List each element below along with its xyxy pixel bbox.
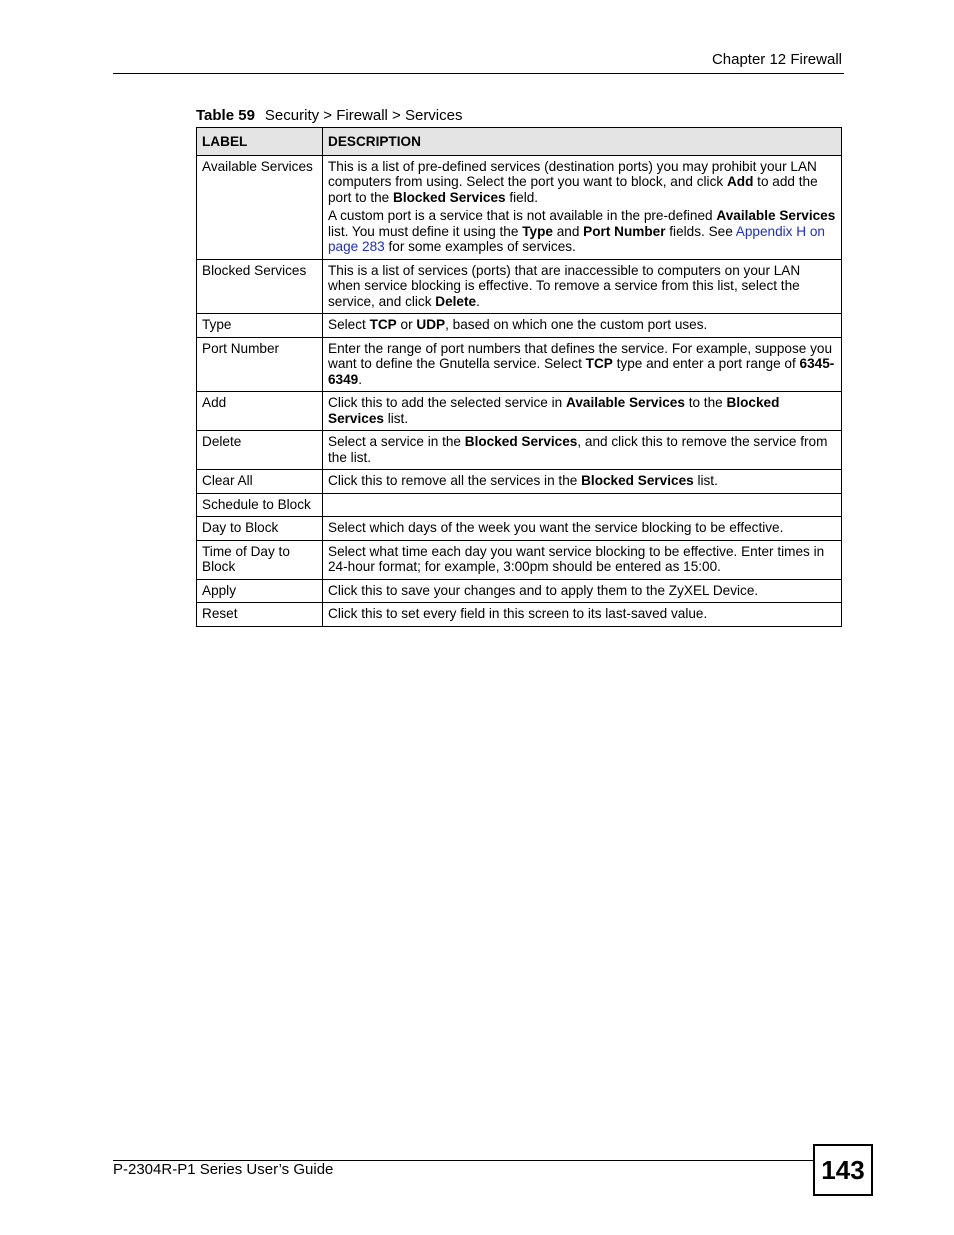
description-text: Click this to remove all the services in the: [328, 473, 582, 488]
chapter-header: Chapter 12 Firewall: [711, 51, 842, 68]
table-title: Security > Firewall > Services: [264, 107, 463, 124]
description-text: list.: [383, 410, 409, 426]
row-description: [323, 155, 842, 259]
table-row: [197, 259, 842, 314]
table-row: [197, 540, 842, 579]
page-number: 143: [813, 1144, 873, 1196]
row-label: Delete: [197, 431, 323, 470]
description-text: This is a list of services (ports) that are inaccessible to computers on your LAN when service blocking is effective. To remove a service from this list, select the service, and click: [328, 262, 801, 309]
row-label: Available Services: [197, 155, 323, 259]
row-label: Add: [197, 392, 323, 431]
description-text: A custom port is a service that is not available in the pre-defined: [328, 208, 717, 223]
description-paragraph: [328, 263, 836, 310]
row-description: [323, 540, 842, 579]
description-text: .: [476, 293, 480, 309]
bold-term: 6345-6349: [328, 356, 835, 387]
row-label: Reset: [197, 603, 323, 627]
table-row: [197, 155, 842, 259]
description-text: Click this to save your changes and to apply them to the ZyXEL Device.: [328, 582, 759, 598]
row-description: [323, 392, 842, 431]
table-row: [197, 431, 842, 470]
description-text: to add the port to the: [328, 174, 818, 205]
description-paragraph: [328, 159, 836, 206]
guide-title: P-2304R-P1 Series User’s Guide: [113, 1161, 334, 1178]
description-text: Enter the range of port numbers that defines the service. For example, suppose you want to define the Gnutella service. Select: [328, 340, 833, 371]
bold-term: Available Services: [716, 208, 836, 223]
bold-term: Available Services: [566, 395, 685, 410]
row-description: [323, 517, 842, 541]
description-paragraph: [328, 520, 836, 536]
description-text: for some examples of services.: [384, 239, 576, 254]
description-text: , based on which one the custom port uses.: [445, 317, 708, 332]
description-paragraph: [328, 395, 836, 426]
table-row: [197, 392, 842, 431]
bold-term: Blocked Services: [464, 434, 578, 449]
row-description: [323, 603, 842, 627]
label-column-header: LABEL: [197, 128, 323, 156]
description-paragraph: [328, 583, 836, 599]
description-text: Click this to add the selected service in: [328, 395, 567, 410]
table-row: [197, 603, 842, 627]
bold-term: Blocked Services: [393, 189, 506, 205]
description-paragraph: [328, 208, 836, 255]
description-text: to the: [684, 395, 727, 410]
table-row: [197, 493, 842, 517]
bold-term: Add: [726, 174, 754, 189]
bold-term: Type: [522, 223, 553, 239]
bold-term: UDP: [416, 317, 446, 332]
row-description: [323, 470, 842, 494]
description-text: or: [396, 317, 417, 332]
header-divider: [113, 73, 844, 74]
row-description: [323, 431, 842, 470]
description-paragraph: [328, 341, 836, 388]
row-label: Type: [197, 314, 323, 338]
services-table: [196, 127, 842, 627]
row-label: Time of Day to Block: [197, 540, 323, 579]
bold-term: TCP: [369, 317, 397, 332]
table-number: Table 59: [196, 107, 255, 124]
row-label: Port Number: [197, 337, 323, 392]
description-text: Select a service in the: [328, 434, 465, 449]
bold-term: Blocked Services: [581, 473, 694, 488]
row-label: Schedule to Block: [197, 493, 323, 517]
description-text: field.: [505, 189, 539, 205]
table-row: [197, 517, 842, 541]
description-text: Select which days of the week you want the service blocking to be effective.: [328, 520, 784, 535]
description-text: This is a list of pre-defined services (destination ports) you may prohibit your LAN computers from using. Select the port you want to block, and click: [328, 158, 817, 189]
description-text: and: [552, 223, 584, 239]
row-description: [323, 314, 842, 338]
description-paragraph: [328, 317, 836, 333]
table-row: [197, 314, 842, 338]
table-row: [197, 470, 842, 494]
description-text: fields. See: [665, 223, 736, 239]
table-body: [197, 155, 842, 626]
table-row: [197, 579, 842, 603]
description-paragraph: [328, 473, 836, 489]
description-text: type and enter a port range of: [612, 356, 800, 371]
row-label: Apply: [197, 579, 323, 603]
description-text: Click this to set every field in this screen to its last-saved value.: [328, 606, 708, 621]
bold-term: Delete: [435, 293, 477, 309]
row-label: Blocked Services: [197, 259, 323, 314]
description-text: Select what time each day you want service blocking to be effective. Enter times in 24-hour format; for example, 3:00pm should be entered as 15:00.: [328, 543, 825, 574]
row-description: [323, 579, 842, 603]
bold-term: TCP: [585, 356, 613, 371]
row-label: Clear All: [197, 470, 323, 494]
row-label: Day to Block: [197, 517, 323, 541]
bold-term: Blocked Services: [328, 395, 780, 426]
row-description: [323, 259, 842, 314]
description-column-header: DESCRIPTION: [323, 128, 842, 156]
description-text: list. You must define it using the: [328, 223, 523, 239]
description-text: .: [358, 371, 363, 387]
bold-term: Port Number: [583, 223, 666, 239]
description-paragraph: [328, 606, 836, 622]
row-description: [323, 493, 842, 517]
description-paragraph: [328, 434, 836, 465]
description-text: Select: [328, 317, 370, 332]
row-description: [323, 337, 842, 392]
cross-reference-link[interactable]: Appendix H on page 283: [328, 223, 825, 254]
description-text: list.: [693, 473, 718, 488]
table-caption: [196, 107, 463, 124]
description-text: , and click this to remove the service from the list.: [328, 434, 828, 465]
table-row: [197, 337, 842, 392]
description-paragraph: [328, 544, 836, 575]
table-header-row: [197, 128, 842, 156]
